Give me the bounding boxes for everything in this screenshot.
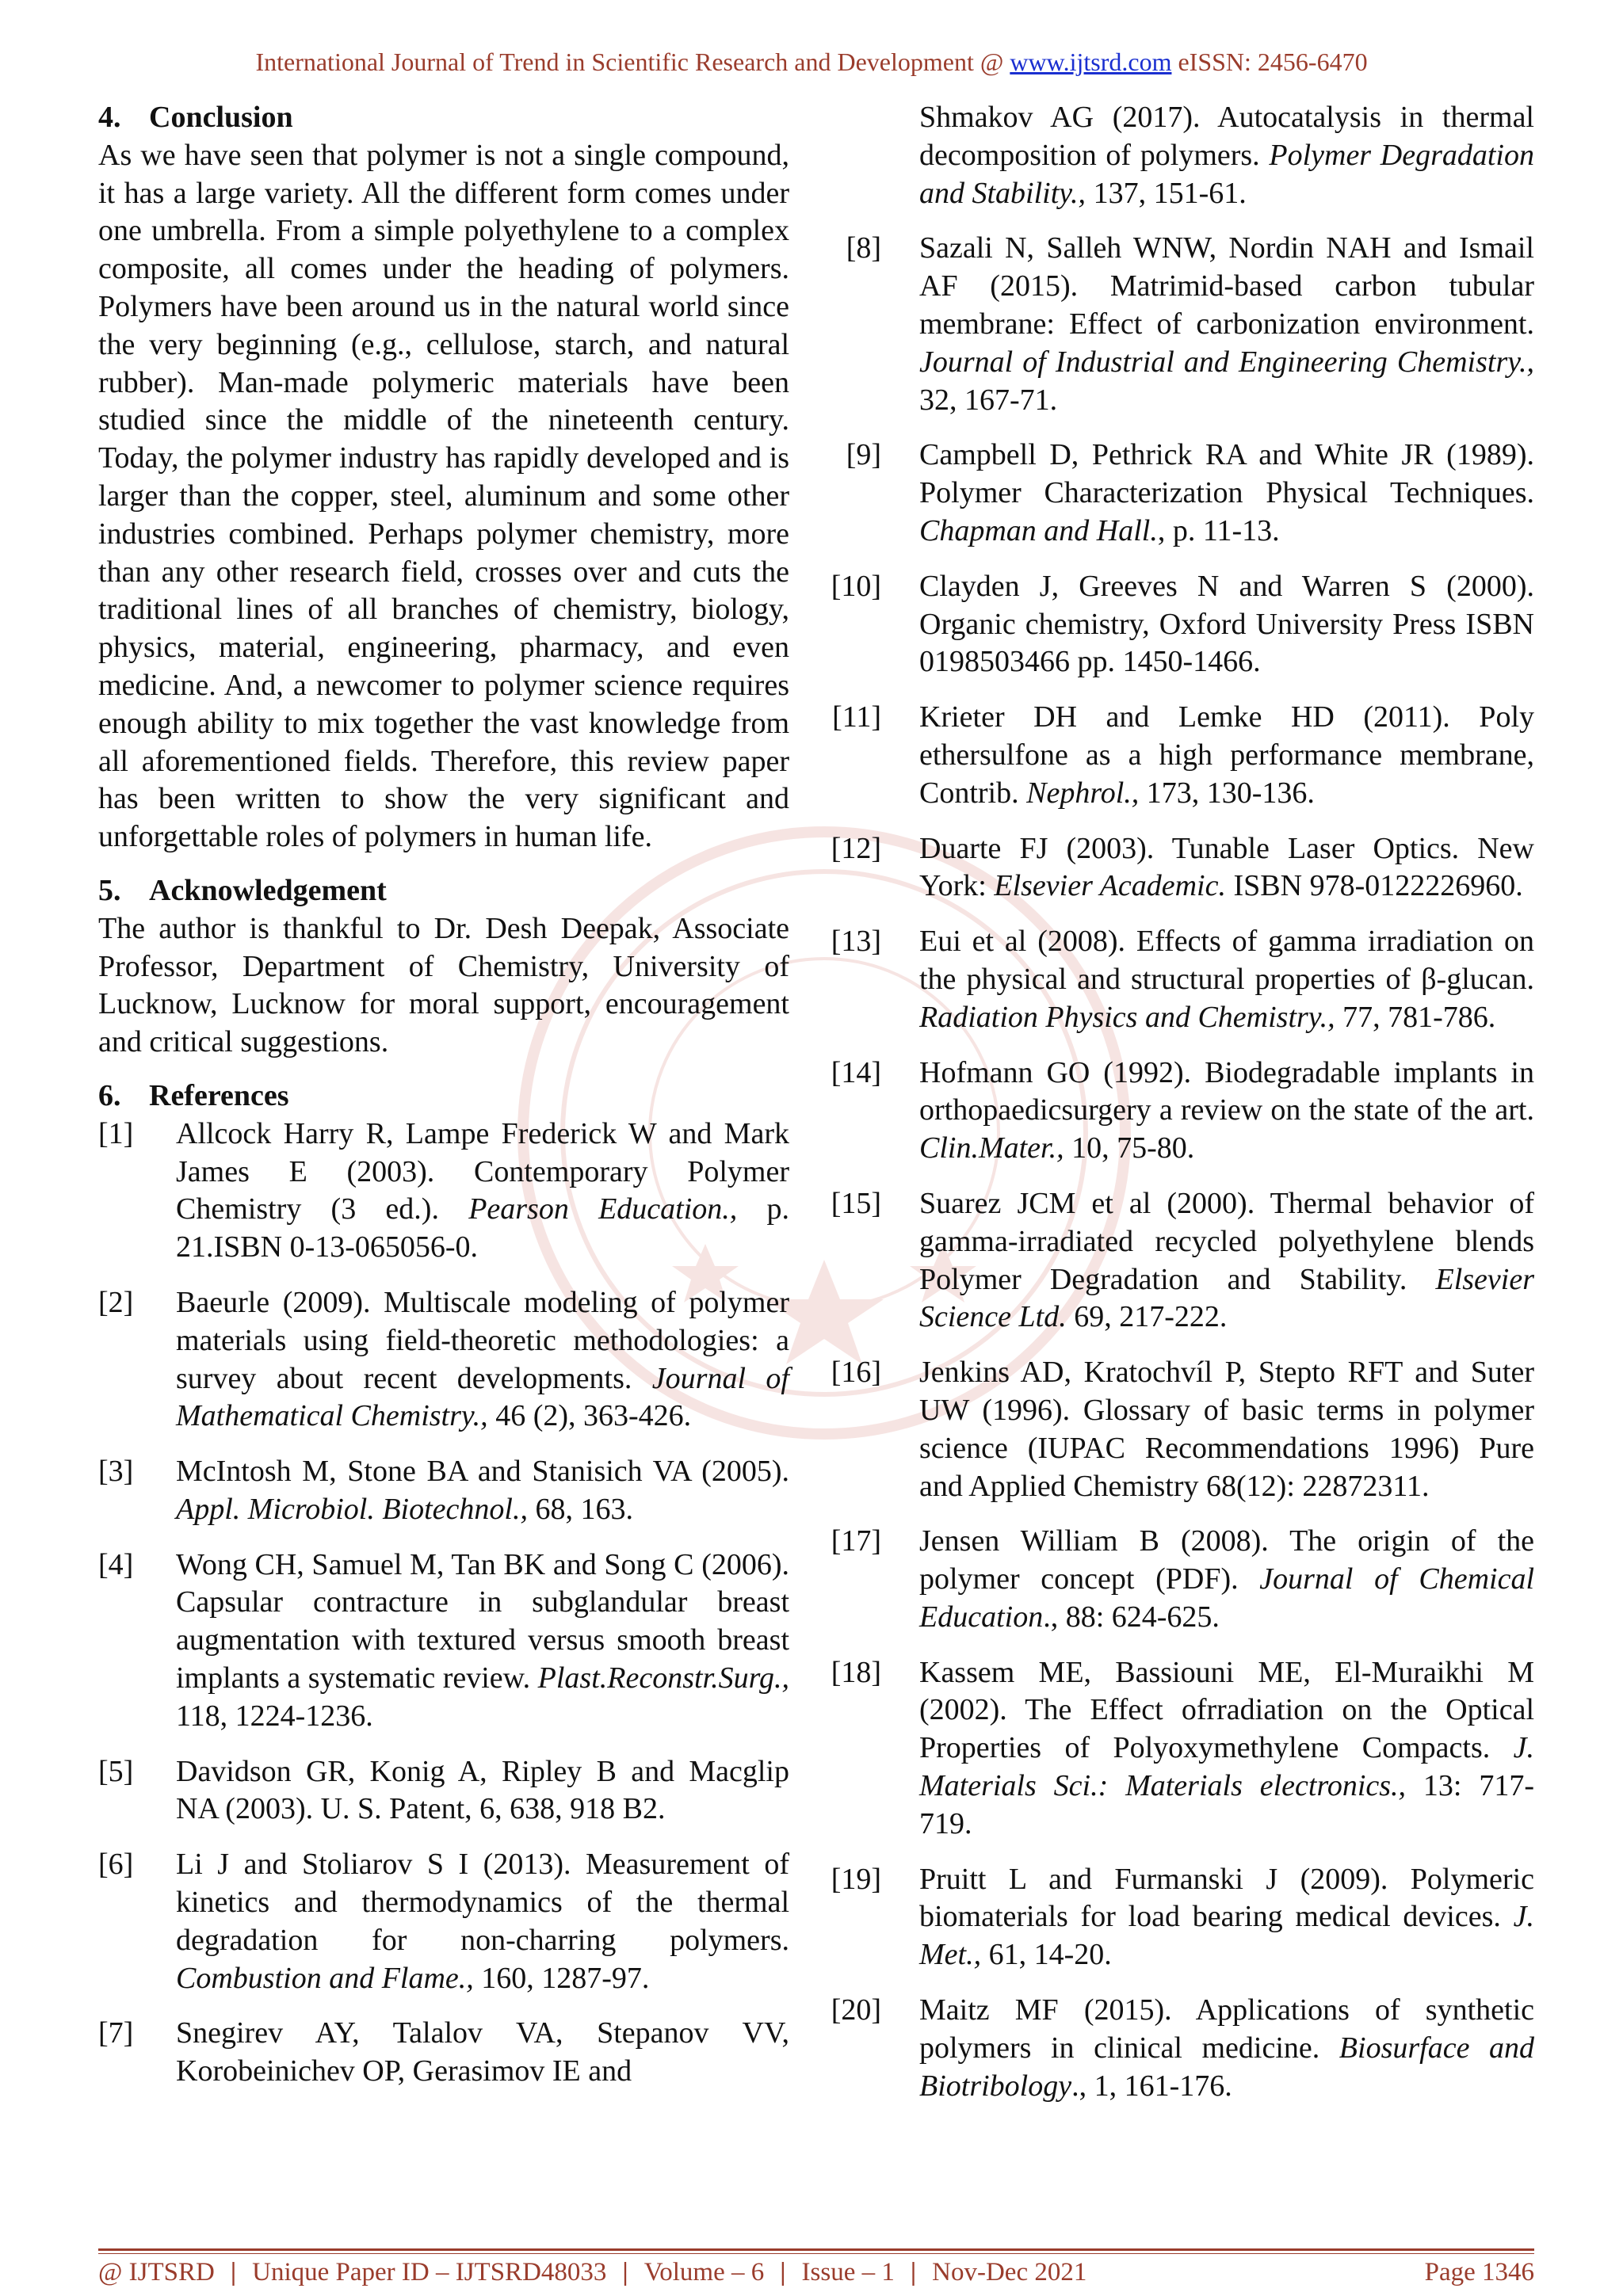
footer-separator: | [622, 2258, 628, 2286]
reference-journal: Clin.Mater., [919, 1131, 1064, 1165]
reference-item [824, 437, 1534, 550]
reference-number: [4] [98, 1547, 134, 1581]
reference-number: [13] [831, 925, 881, 959]
reference-number: [10] [831, 569, 881, 603]
reference-text [919, 437, 1534, 550]
reference-item [98, 1116, 789, 1267]
footer-separator: | [910, 2258, 917, 2286]
reference-item-continued [824, 99, 1534, 212]
reference-item [824, 1185, 1534, 1337]
footer-info [98, 2258, 1086, 2287]
reference-number: [8] [846, 231, 881, 265]
footer-volume: Volume – 6 [643, 2258, 765, 2286]
reference-authors-title: Maitz MF (2015). Applications of synthetic polymers in clinical medicine. [919, 1993, 1534, 2065]
reference-text [176, 1453, 789, 1529]
reference-authors-title: Hofmann GO (1992). Biodegradable implants in orthopaedicsurgery a review on the state of the art. [919, 1055, 1534, 1127]
reference-details: 173, 130-136. [1139, 776, 1315, 810]
reference-details: 32, 167-71. [919, 383, 1058, 417]
reference-journal: Radiation Physics and Chemistry., [919, 1000, 1335, 1034]
reference-number: [19] [831, 1862, 881, 1896]
reference-authors-title: Sazali N, Salleh WNW, Nordin NAH and Ismail AF (2015). Matrimid-based carbon tubular membrane: Effect of carbonization environment. [919, 231, 1534, 341]
reference-journal: J. Met., [919, 1900, 1534, 1972]
reference-journal: Plast.Reconstr.Surg., [537, 1661, 789, 1695]
running-header [0, 48, 1623, 77]
reference-item [98, 2015, 789, 2091]
reference-text [176, 2015, 789, 2091]
reference-authors-title: Shmakov AG (2017). Autocatalysis in thermal decomposition of polymers. [919, 101, 1534, 172]
reference-item [824, 1523, 1534, 1636]
reference-text [176, 1753, 789, 1829]
reference-text [176, 1284, 789, 1436]
reference-text [919, 1654, 1534, 1844]
reference-journal: Journal of Mathematical Chemistry., [176, 1361, 789, 1433]
reference-item [98, 1846, 789, 1997]
conclusion-paragraph: As we have seen that polymer is not a single compound, it has a large variety. All the different form comes under one umbrella. From a simple polyethylene to a complex composite, all comes under the heading of polymers. Polymers have been around us in the natural world since the very beginning (e.g., cellulose, starch, and natural rubber). Man-made polymeric materials have been studied since the middle of the nineteenth century. Today, the polymer industry has rapidly developed and is larger than the copper, steel, aluminum and some other industries combined. Perhaps polymer chemistry, more than any other research field, crosses over and cuts the traditional lines of all branches of chemistry, biology, physics, material, engineering, pharmacy, and even medicine. And, a newcomer to polymer science requires enough ability to mix together the vast knowledge from all aforementioned fields. Therefore, this review paper has been written to show the very significant and unforgettable roles of polymers in human life. [98, 138, 789, 854]
reference-authors-title: Allcock Harry R, Lampe Frederick W and Mark James E (2003). Contemporary Polymer Chemistry (3 ed.). [176, 1116, 789, 1226]
reference-list-left [98, 1116, 789, 2091]
reference-item [98, 1453, 789, 1529]
reference-authors-title: Duarte FJ (2003). Tunable Laser Optics. New York: [919, 831, 1534, 903]
section-number: 6. [98, 1078, 121, 1112]
reference-authors-title: Pruitt L and Furmanski J (2009). Polymeric biomaterials for load bearing medical devices. [919, 1862, 1534, 1934]
reference-details: 61, 14-20. [981, 1938, 1112, 1972]
reference-item [824, 830, 1534, 906]
reference-details: ISBN 978-0122226960. [1226, 869, 1523, 903]
section-number: 4. [98, 101, 121, 134]
reference-text [919, 1523, 1534, 1636]
reference-authors-title: Davidson GR, Konig A, Ripley B and Macglip NA (2003). U. S. Patent, 6, 638, 918 B2. [176, 1754, 789, 1826]
reference-authors-title: Suarez JCM et al (2000). Thermal behavior of gamma-irradiated recycled polyethylene blends Polymer Degradation and Stability. [919, 1186, 1534, 1296]
reference-details: 13: 717-719. [919, 1769, 1535, 1840]
reference-number: [20] [831, 1993, 881, 2027]
reference-journal: Biosurface and Biotribology [919, 2031, 1534, 2103]
reference-authors-title: Campbell D, Pethrick RA and White JR (1989). Polymer Characterization Physical Techniques. [919, 438, 1534, 510]
reference-text [919, 1861, 1534, 1974]
page-number: Page 1346 [1424, 2258, 1534, 2286]
reference-item [824, 1055, 1534, 1168]
reference-number: [12] [831, 831, 881, 865]
reference-details: 68, 163. [527, 1492, 633, 1526]
reference-details: ., 1, 161-176. [1071, 2069, 1232, 2103]
section-title: Conclusion [149, 101, 293, 134]
footer-separator: | [230, 2258, 237, 2286]
reference-number: [18] [831, 1655, 881, 1689]
reference-authors-title: Baeurle (2009). Multiscale modeling of polymer materials using field-theoretic methodologies: a survey about recent developments. [176, 1285, 789, 1395]
header-journal-name: International Journal of Trend in Scientific Research and Development @ [255, 48, 1010, 76]
reference-text [919, 923, 1534, 1036]
reference-details: 118, 1224-1236. [176, 1699, 373, 1733]
reference-text [919, 1354, 1534, 1505]
reference-text [919, 230, 1534, 419]
reference-details: 137, 151-61. [1086, 176, 1247, 210]
reference-item [98, 1284, 789, 1436]
reference-number: [15] [831, 1186, 881, 1220]
reference-number: [6] [98, 1848, 134, 1882]
reference-item [824, 923, 1534, 1036]
reference-journal: Journal of Industrial and Engineering Chemistry., [919, 345, 1534, 379]
reference-authors-title: Clayden J, Greeves N and Warren S (2000). Organic chemistry, Oxford University Press ISBN 0198503466 pp. 1450-1466. [919, 569, 1534, 679]
reference-authors-title: Eui et al (2008). Effects of gamma irradiation on the physical and structural properties of β-glucan. [919, 925, 1534, 996]
reference-journal: Elsevier Science Ltd. [919, 1262, 1534, 1334]
reference-number: [17] [831, 1524, 881, 1558]
left-column [98, 99, 789, 2108]
reference-number: [9] [846, 438, 881, 472]
footer-journal: @ IJTSRD [98, 2258, 215, 2286]
reference-text [919, 568, 1534, 681]
right-column [824, 99, 1534, 2122]
reference-item [824, 1992, 1534, 2105]
reference-text [919, 1992, 1534, 2105]
reference-details: 10, 75-80. [1064, 1131, 1195, 1165]
conclusion-heading [98, 99, 789, 137]
reference-journal: Elsevier Academic. [994, 869, 1226, 903]
reference-authors-title: Snegirev AY, Talalov VA, Stepanov VV, Korobeinichev OP, Gerasimov IE and [176, 2016, 789, 2088]
reference-number: [16] [831, 1356, 881, 1390]
reference-item [824, 568, 1534, 681]
reference-journal: Combustion and Flame., [176, 1961, 474, 1995]
acknowledgement-paragraph: The author is thankful to Dr. Desh Deepak, Associate Professor, Department of Chemistry, University of Lucknow, Lucknow for moral support, encouragement and critical suggestions. [98, 911, 789, 1059]
reference-journal: Pearson Education., [468, 1192, 738, 1226]
footer-rule-thin [98, 2253, 1534, 2254]
reference-item [824, 1354, 1534, 1505]
reference-journal: J. Materials Sci.: Materials electronics., [919, 1731, 1534, 1803]
reference-authors-title: Jensen William B (2008). The origin of the polymer concept (PDF). [919, 1524, 1534, 1596]
reference-text [919, 99, 1534, 212]
reference-item [98, 1753, 789, 1829]
reference-item [98, 1547, 789, 1736]
reference-number: [2] [98, 1285, 134, 1319]
reference-text [919, 830, 1534, 906]
reference-number: [5] [98, 1754, 134, 1788]
footer-separator: | [780, 2258, 786, 2286]
reference-authors-title: Kassem ME, Bassiouni ME, El-Muraikhi M (2002). The Effect ofrradiation on the Optical Properties of Polyoxymethylene Compacts. [919, 1655, 1534, 1765]
reference-text [919, 699, 1534, 812]
reference-item [824, 1861, 1534, 1974]
reference-authors-title: Krieter DH and Lemke HD (2011). Poly ethersulfone as a high performance membrane, Contrib. [919, 700, 1534, 810]
reference-text [176, 1547, 789, 1736]
reference-number-placeholder [824, 99, 919, 212]
reference-journal: Nephrol., [1026, 776, 1140, 810]
reference-number: [14] [831, 1055, 881, 1089]
reference-item [824, 1654, 1534, 1844]
reference-journal: Appl. Microbiol. Biotechnol., [176, 1492, 528, 1526]
reference-details: 69, 217-222. [1066, 1300, 1228, 1334]
acknowledgement-heading [98, 872, 789, 910]
reference-number: [11] [832, 700, 881, 734]
reference-number: [1] [98, 1116, 134, 1150]
footer-rule [98, 2248, 1534, 2251]
footer-date: Nov-Dec 2021 [932, 2258, 1087, 2286]
reference-list-right [824, 230, 1534, 2105]
reference-details: 77, 781-786. [1335, 1000, 1496, 1034]
page-footer [98, 2258, 1534, 2287]
reference-authors-title: Wong CH, Samuel M, Tan BK and Song C (2006). Capsular contracture in subglandular breast augmentation with textured versus smooth breast implants a systematic review. [176, 1547, 789, 1695]
reference-details: , p. 11-13. [1157, 513, 1280, 547]
reference-authors-title: Li J and Stoliarov S I (2013). Measurement of kinetics and thermodynamics of the thermal degradation for non-charring polymers. [176, 1848, 789, 1957]
reference-number: [3] [98, 1455, 134, 1489]
header-eissn: eISSN: 2456-6470 [1171, 48, 1368, 76]
reference-text [919, 1055, 1534, 1168]
reference-text [176, 1846, 789, 1997]
reference-journal: Polymer Degradation and Stability., [919, 138, 1534, 210]
reference-item [824, 230, 1534, 419]
reference-journal: Journal of Chemical Education [919, 1562, 1534, 1634]
reference-details: 46 (2), 363-426. [487, 1399, 692, 1433]
reference-journal: Chapman and Hall. [919, 513, 1158, 547]
section-title: Acknowledgement [149, 873, 387, 907]
section-number: 5. [98, 873, 121, 907]
reference-item [824, 699, 1534, 812]
section-title: References [149, 1078, 289, 1112]
reference-details: 160, 1287-97. [473, 1961, 650, 1995]
reference-authors-title: McIntosh M, Stone BA and Stanisich VA (2005). [176, 1455, 789, 1489]
reference-number: [7] [98, 2016, 134, 2050]
reference-details: ., 88: 624-625. [1043, 1600, 1220, 1634]
journal-website-link[interactable]: www.ijtsrd.com [1010, 48, 1172, 76]
footer-paper-id: Unique Paper ID – IJTSRD48033 [252, 2258, 607, 2286]
reference-text [176, 1116, 789, 1267]
reference-text [919, 1185, 1534, 1337]
footer-issue: Issue – 1 [801, 2258, 895, 2286]
references-heading [98, 1077, 789, 1116]
reference-authors-title: Jenkins AD, Kratochvíl P, Stepto RFT and Suter UW (1996). Glossary of basic terms in polymer science (IUPAC Recommendations 1996) Pure and Applied Chemistry 68(12): 22872311. [919, 1356, 1534, 1503]
reference-details: p. 21.ISBN 0-13-065056-0. [176, 1192, 789, 1264]
